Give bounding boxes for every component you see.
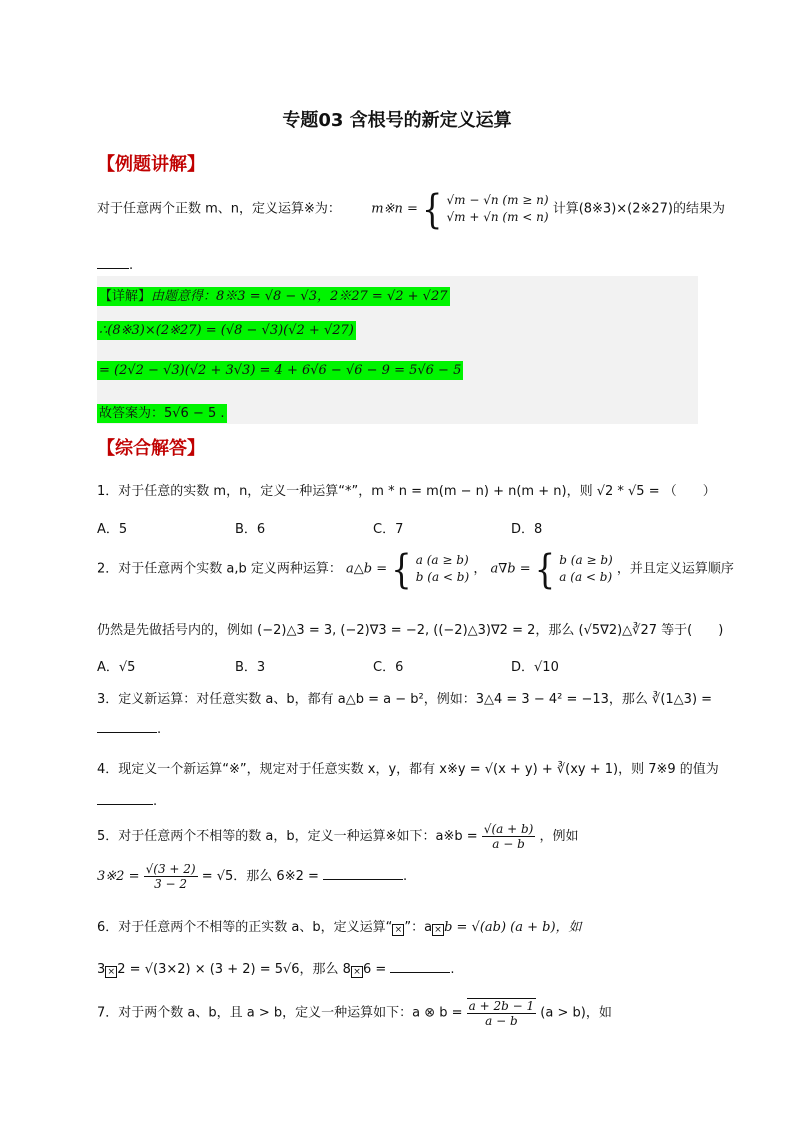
q5-example-fraction: $\frac{√(3 + 2)}{3 - 2}$: [145, 862, 196, 891]
q2-option-b[interactable]: B．3: [235, 660, 266, 675]
answer-blank: [323, 867, 403, 880]
solution-line-4: 故答案为：5√6 − 5 .: [99, 406, 225, 421]
section-heading: 【综合解答】: [97, 438, 205, 459]
q2-option-a[interactable]: A．√5: [97, 660, 136, 675]
question-5-example: 3※2 = $\frac{√(3 + 2)}{3 - 2}$ = √5．那么 6※2 = .: [97, 862, 408, 891]
question-7: 7．对于两个数 a、b，且 a > b，定义一种运算如下：a ⊗ b = $\frac{a + 2b - 1}{a - b}$ (a > b)，如: [97, 999, 612, 1028]
example-problem: [97, 185, 726, 233]
q1-option-a[interactable]: A．5: [97, 522, 128, 537]
example-case-1: √m − √n (m ≥ n): [446, 193, 549, 207]
answer-blank: [97, 256, 129, 269]
question-6-example: 3 × 2 = √(3×2) × (3 + 2) = 5√6，那么 8 × 6 = .: [97, 962, 455, 977]
period: .: [129, 258, 134, 273]
question-5: 5．对于任意两个不相等的数 a，b，定义一种运算※如下：a※b = $\frac{√(a + b)}{a - b}$ ，例如: [97, 822, 579, 851]
answer-blank: [390, 960, 450, 973]
solution-tag: 【详解】: [99, 289, 152, 304]
q2-option-d[interactable]: D．√10: [511, 660, 559, 675]
q5-fraction: $\frac{√(a + b)}{a - b}$: [483, 822, 534, 851]
solution-line-1: 【详解】由题意得：8※3 = √8 − √3，2※27 = √2 + √27: [99, 289, 448, 304]
left-brace: {: [534, 545, 556, 593]
q1-option-d[interactable]: D．8: [511, 522, 543, 537]
q2-option-c[interactable]: C．6: [373, 660, 404, 675]
left-brace: {: [421, 185, 443, 233]
solution-line-2: ∴(8※3)×(2※27) = (√8 − √3)(√2 + √27): [99, 323, 354, 338]
example-heading: 【例题讲解】: [97, 154, 205, 175]
page-title: 专题03 含根号的新定义运算: [282, 110, 512, 131]
example-case-2: √m + √n (m < n): [446, 210, 549, 224]
question-4: 4．现定义一个新运算“※”，规定对于任意实数 x，y，都有 x※y = √(x + y) + ∛(xy + 1)，则 7※9 的值为: [97, 762, 719, 777]
question-2-line-2: 仍然是先做括号内的，例如 (−2)△3 = 3, (−2)∇3 = −2, ((−2)△3)∇2 = 2，那么 (√5∇2)△∛27 等于( ): [97, 623, 724, 638]
boxed-x-operator-icon: ×: [105, 966, 117, 978]
example-def-lhs: m※n =: [371, 201, 418, 217]
example-answer-blank-line: [97, 256, 133, 273]
question-1-options: [97, 518, 697, 536]
example-intro: 对于任意两个正数 m、n，定义运算※为：: [97, 201, 341, 217]
solution-line-3: = (2√2 − √3)(√2 + 3√3) = 4 + 6√6 − √6 − 9 = 5√6 − 5: [99, 363, 462, 378]
boxed-x-operator-icon: ×: [351, 966, 363, 978]
question-2-line-1: 2．对于任意两个实数 a,b 定义两种运算： a△b = { a (a ≥ b) b (a < b) ， a∇b = { b (a ≥ b) a (a < b) ，并且定义运算顺序: [97, 545, 734, 593]
question-1: 1．对于任意的实数 m，n，定义一种运算“*”，m * n = m(m − n) + n(m + n)，则 √2 * √5 = （ ）: [97, 484, 716, 499]
question-2-options: [97, 656, 697, 674]
boxed-x-operator-icon: ×: [432, 924, 444, 936]
left-brace: {: [391, 545, 412, 593]
example-tail: 计算(8※3)×(2※27)的结果为: [552, 201, 726, 217]
question-6: 6．对于任意两个不相等的正实数 a、b，定义运算“ × ”：a × b = √(ab) (a + b)，如: [97, 920, 582, 935]
boxed-x-operator-icon: ×: [392, 924, 404, 936]
q7-fraction: $\frac{a + 2b - 1}{a - b}$: [468, 999, 535, 1028]
answer-blank: [97, 720, 157, 733]
q1-option-c[interactable]: C．7: [373, 522, 404, 537]
example-cases: [446, 192, 548, 226]
answer-blank: [97, 792, 153, 805]
question-4-blank-line: .: [97, 792, 157, 809]
question-3-blank-line: .: [97, 720, 161, 737]
q1-option-b[interactable]: B．6: [235, 522, 266, 537]
question-3: 3．定义新运算：对任意实数 a、b，都有 a△b = a − b²，例如：3△4 = 3 − 4² = −13，那么 ∛(1△3) =: [97, 692, 713, 707]
